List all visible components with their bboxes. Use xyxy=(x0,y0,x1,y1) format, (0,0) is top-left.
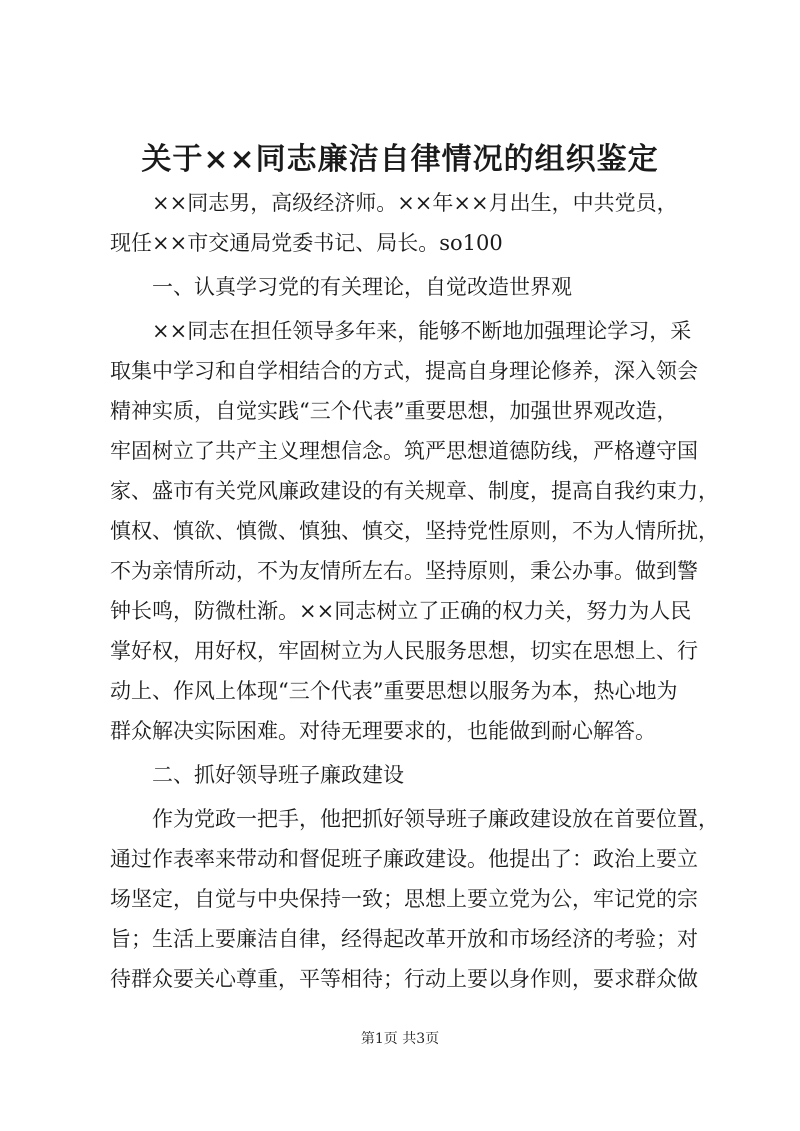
paragraph-line: 慎权、慎欲、慎微、慎独、慎交，坚持党性原则，不为人情所扰， xyxy=(110,519,719,543)
paragraph-line: 场坚定，自觉与中央保持一致；思想上要立党为公，牢记党的宗 xyxy=(110,887,698,911)
section-heading: 一、认真学习党的有关理论，自觉改造世界观 xyxy=(152,275,572,299)
paragraph-line: 取集中学习和自学相结合的方式，提高自身理论修养，深入领会 xyxy=(110,359,698,383)
paragraph-line: 牢固树立了共产主义理想信念。筑严思想道德防线，严格遵守国 xyxy=(110,439,698,463)
paragraph-line: 动上、作风上体现“三个代表”重要思想以服务为本，热心地为 xyxy=(110,679,678,703)
paragraph-line: 通过作表率来带动和督促班子廉政建设。他提出了：政治上要立 xyxy=(110,847,698,871)
paragraph-line: 家、盛市有关党风廉政建设的有关规章、制度，提高自我约束力， xyxy=(110,479,719,503)
paragraph-line: 不为亲情所动，不为友情所左右。坚持原则，秉公办事。做到警 xyxy=(110,559,698,583)
paragraph-line: 群众解决实际困难。对待无理要求的，也能做到耐心解答。 xyxy=(110,719,656,743)
paragraph-line: ××同志男，高级经济师。××年××月出生，中共党员， xyxy=(152,191,678,215)
section-heading: 二、抓好领导班子廉政建设 xyxy=(152,763,404,787)
paragraph-line: 作为党政一把手，他把抓好领导班子廉政建设放在首要位置， xyxy=(152,807,719,831)
page-footer: 第1页 共3页 xyxy=(360,1031,440,1047)
paragraph-line: 钟长鸣，防微杜渐。××同志树立了正确的权力关，努力为人民 xyxy=(110,599,692,623)
paragraph-line: ××同志在担任领导多年来，能够不断地加强理论学习，采 xyxy=(152,319,692,343)
paragraph-line: 掌好权，用好权，牢固树立为人民服务思想，切实在思想上、行 xyxy=(110,639,698,663)
document-title: 关于××同志廉洁自律情况的组织鉴定 xyxy=(141,142,659,177)
paragraph-line: 现任××市交通局党委书记、局长。so100 xyxy=(110,231,503,255)
paragraph-line: 精神实质，自觉实践“三个代表”重要思想，加强世界观改造， xyxy=(110,399,678,423)
paragraph-line: 旨；生活上要廉洁自律，经得起改革开放和市场经济的考验；对 xyxy=(110,927,698,951)
document-body xyxy=(110,183,719,999)
paragraph-line: 待群众要关心尊重，平等相待；行动上要以身作则，要求群众做 xyxy=(110,967,698,991)
